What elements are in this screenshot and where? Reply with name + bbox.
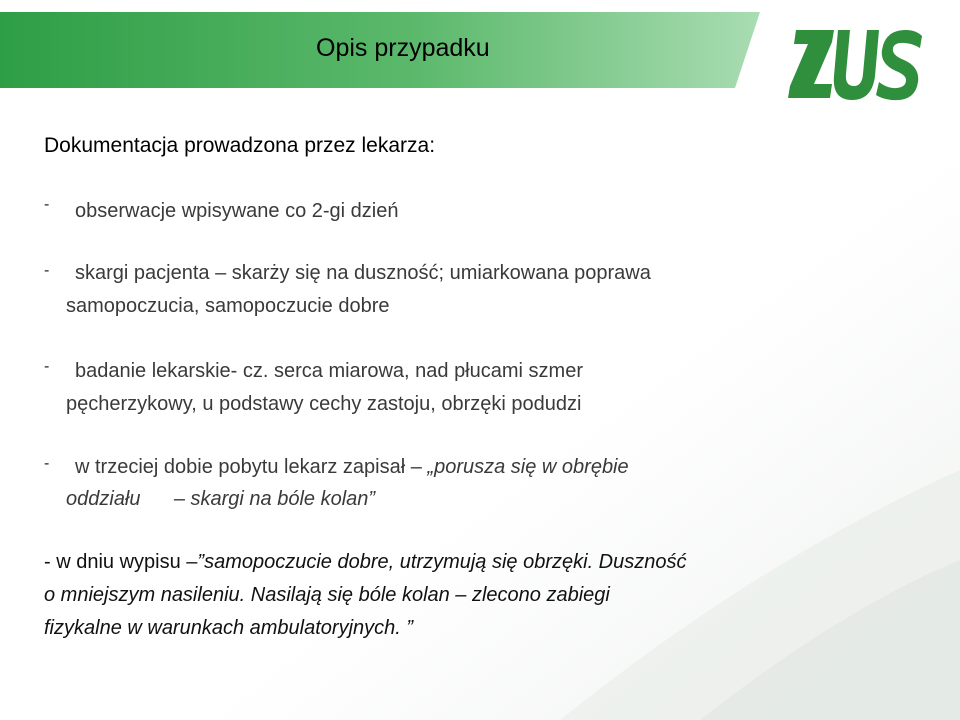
slide-title: Opis przypadku — [316, 34, 490, 62]
bullet-4-quote: „porusza się w obrębie — [421, 456, 629, 478]
bullet-4-line-1 — [75, 456, 629, 479]
section-heading: Dokumentacja prowadzona przez lekarza: — [44, 134, 436, 157]
bullet-2-line-2: samopoczucia, samopoczucie dobre — [66, 295, 390, 317]
bullet-marker: - — [44, 455, 50, 472]
bullet-1-text: obserwacje wpisywane co 2-gi dzień — [75, 200, 399, 222]
discharge-quote-end: fizykalne w warunkach ambulatoryjnych. ” — [44, 617, 414, 639]
bullet-marker: - — [44, 196, 50, 213]
discharge-quote: ”samopoczucie dobre, utrzymują się obrzęki. Duszność — [197, 551, 687, 573]
bullet-4-plain: w trzeciej dobie pobytu lekarz zapisał – — [75, 456, 422, 478]
bullet-marker: - — [44, 262, 50, 279]
zus-logo — [786, 22, 926, 108]
bullet-marker: - — [44, 358, 50, 375]
bullet-2-line-1: skargi pacjenta – skarży się na duszność; umiarkowana poprawa — [75, 262, 651, 284]
discharge-quote-cont: o mniejszym nasileniu. Nasilają się bóle kolan – zlecono zabiegi — [44, 584, 610, 606]
discharge-plain: - w dniu wypisu – — [44, 551, 198, 573]
discharge-line-3 — [44, 617, 413, 640]
discharge-line-1 — [44, 551, 687, 574]
bullet-3-line-1: badanie lekarskie- cz. serca miarowa, nad płucami szmer — [75, 360, 583, 382]
bullet-4-quote-cont: oddziału – skargi na bóle kolan” — [66, 488, 376, 510]
bullet-4-line-2 — [66, 488, 375, 511]
discharge-line-2 — [44, 584, 610, 607]
bullet-3-line-2: pęcherzykowy, u podstawy cechy zastoju, obrzęki podudzi — [66, 393, 582, 415]
